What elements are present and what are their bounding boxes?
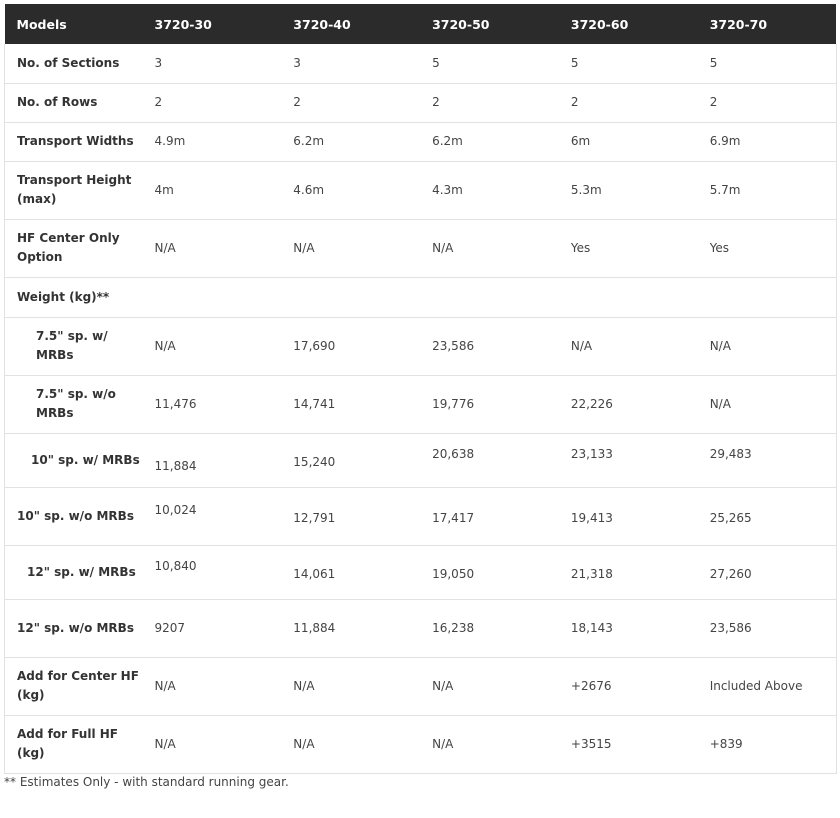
table-row: [5, 317, 837, 375]
row-label: 10" sp. w/o MRBs: [5, 487, 143, 545]
row-label: Transport Height (max): [5, 161, 143, 219]
cell-value: Included Above: [698, 657, 837, 715]
cell-value: N/A: [698, 317, 837, 375]
cell-value: 27,260: [698, 547, 837, 601]
cell-value: N/A: [143, 219, 282, 277]
cell-value: 3: [281, 44, 420, 83]
table-row: [5, 599, 837, 657]
cell-value: 14,061: [281, 547, 420, 601]
cell-value: 6.2m: [281, 122, 420, 161]
cell-value: 5.3m: [559, 161, 698, 219]
cell-value: +2676: [559, 657, 698, 715]
cell-value: 6m: [559, 122, 698, 161]
cell-value: 19,776: [420, 375, 559, 433]
cell-value: N/A: [143, 657, 282, 715]
cell-value: N/A: [420, 657, 559, 715]
cell-value: 2: [281, 83, 420, 122]
footnote: ** Estimates Only - with standard running gear.: [4, 775, 289, 789]
cell-value: 23,133: [559, 427, 698, 481]
specifications-table: [4, 4, 837, 774]
header-model: 3720-50: [432, 16, 490, 32]
cell-value: 23,586: [698, 599, 837, 657]
cell-value: 19,050: [420, 547, 559, 601]
cell-value: 6.9m: [698, 122, 837, 161]
cell-value: 2: [143, 83, 282, 122]
row-label: Add for Center HF (kg): [5, 657, 143, 715]
cell-value: 10,024: [143, 481, 282, 539]
cell-value: 11,884: [281, 599, 420, 657]
cell-value: 5.7m: [698, 161, 837, 219]
cell-value: 5: [559, 44, 698, 83]
header-model: 3720-70: [709, 16, 768, 32]
cell-value: [698, 277, 837, 317]
cell-value: 9207: [143, 599, 282, 657]
cell-value: 19,413: [559, 489, 698, 547]
cell-value: +839: [698, 715, 837, 773]
cell-value: N/A: [698, 375, 837, 433]
cell-value: 3: [143, 44, 282, 83]
cell-value: 15,240: [281, 435, 420, 489]
table-row: [5, 433, 837, 487]
cell-value: [420, 277, 559, 317]
row-label: 12" sp. w/o MRBs: [5, 599, 143, 657]
row-label: HF Center Only Option: [5, 219, 143, 277]
table-row: [5, 219, 837, 277]
cell-value: 10,840: [143, 539, 282, 593]
row-label: No. of Rows: [5, 83, 143, 122]
cell-value: N/A: [559, 317, 698, 375]
row-label: Transport Widths: [5, 122, 143, 161]
cell-value: 12,791: [281, 489, 420, 547]
table-row: [5, 487, 837, 545]
table-row: [5, 122, 837, 161]
cell-value: N/A: [420, 715, 559, 773]
cell-value: [143, 277, 282, 317]
table-row: [5, 375, 837, 433]
row-label: No. of Sections: [5, 44, 143, 83]
cell-value: 4m: [143, 161, 282, 219]
row-label: 7.5" sp. w/ MRBs: [5, 317, 143, 375]
cell-value: 14,741: [281, 375, 420, 433]
table-row: [5, 545, 837, 599]
cell-value: 21,318: [559, 547, 698, 601]
cell-value: Yes: [698, 219, 837, 277]
row-label: 7.5" sp. w/o MRBs: [5, 375, 143, 433]
table-row: [5, 715, 837, 773]
cell-value: 23,586: [420, 317, 559, 375]
cell-value: 20,638: [420, 427, 559, 481]
cell-value: N/A: [281, 219, 420, 277]
header-model: 3720-30: [154, 16, 212, 32]
cell-value: 4.3m: [420, 161, 559, 219]
header-model: 3720-60: [570, 16, 629, 32]
cell-value: N/A: [420, 219, 559, 277]
cell-value: [281, 277, 420, 317]
cell-value: 2: [559, 83, 698, 122]
table-header-row: [5, 4, 837, 44]
row-label: 12" sp. w/ MRBs: [5, 545, 143, 599]
cell-value: 16,238: [420, 599, 559, 657]
cell-value: N/A: [281, 715, 420, 773]
table-row: [5, 44, 837, 83]
cell-value: 25,265: [698, 489, 837, 547]
table-row: [5, 657, 837, 715]
cell-value: [559, 277, 698, 317]
row-label: Weight (kg)**: [5, 277, 143, 317]
cell-value: 5: [698, 44, 837, 83]
cell-value: 2: [698, 83, 837, 122]
cell-value: 11,884: [143, 439, 282, 493]
cell-value: 11,476: [143, 375, 282, 433]
header-model: 3720-40: [293, 16, 351, 32]
table-row: [5, 83, 837, 122]
cell-value: 17,690: [281, 317, 420, 375]
table-row: [5, 161, 837, 219]
cell-value: 4.6m: [281, 161, 420, 219]
table-row: [5, 277, 837, 317]
cell-value: 18,143: [559, 599, 698, 657]
cell-value: 2: [420, 83, 559, 122]
cell-value: 17,417: [420, 489, 559, 547]
cell-value: 6.2m: [420, 122, 559, 161]
cell-value: 5: [420, 44, 559, 83]
cell-value: N/A: [143, 317, 282, 375]
row-label: Add for Full HF (kg): [5, 715, 143, 773]
cell-value: +3515: [559, 715, 698, 773]
cell-value: N/A: [143, 715, 282, 773]
cell-value: 4.9m: [143, 122, 282, 161]
cell-value: 29,483: [698, 427, 837, 481]
cell-value: N/A: [281, 657, 420, 715]
header-label: Models: [16, 16, 67, 32]
cell-value: Yes: [559, 219, 698, 277]
cell-value: 22,226: [559, 375, 698, 433]
row-label: 10" sp. w/ MRBs: [5, 433, 143, 487]
